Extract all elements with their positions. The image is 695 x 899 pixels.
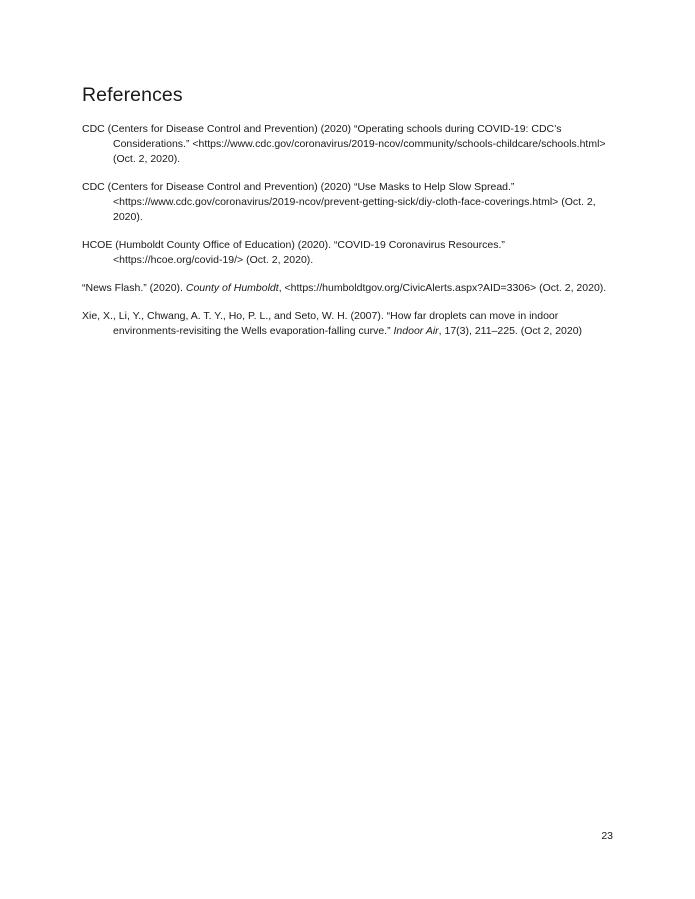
- reference-item: [82, 180, 614, 225]
- reference-text-post: , <https://humboldtgov.org/CivicAlerts.aspx?AID=3306> (Oct. 2, 2020).: [278, 282, 607, 294]
- reference-item: [82, 281, 614, 296]
- reference-text: CDC (Centers for Disease Control and Prevention) (2020) “Operating schools during COVID-19: CDC’s Considerations.” <https://www.cdc.gov/coronavirus/2019-ncov/community/schools-childcare/schools.html> (Oct. 2, 2020).: [82, 123, 606, 165]
- reference-journal-title: Indoor Air: [393, 325, 439, 337]
- reference-source-title: County of Humboldt: [185, 282, 279, 294]
- reference-text: CDC (Centers for Disease Control and Prevention) (2020) “Use Masks to Help Slow Spread.” <https://www.cdc.gov/coronavirus/2019-ncov/prevent-getting-sick/diy-cloth-face-coverings.html> (Oct. 2, 2020).: [82, 181, 596, 223]
- reference-text-post: , 17(3), 211–225. (Oct 2, 2020): [438, 325, 583, 337]
- reference-text-pre: Xie, X., Li, Y., Chwang, A. T. Y., Ho, P. L., and Seto, W. H. (2007). “How far droplets can move in indoor environments-revisiting the Wells evaporation-falling curve.”: [82, 310, 559, 337]
- reference-text: HCOE (Humboldt County Office of Education) (2020). “COVID-19 Coronavirus Resources.” <https://hcoe.org/covid-19/> (Oct. 2, 2020).: [82, 239, 505, 266]
- reference-text-pre: “News Flash.” (2020).: [82, 282, 186, 294]
- reference-item: [82, 309, 614, 339]
- page-heading: References: [82, 84, 183, 106]
- reference-list: [82, 122, 614, 352]
- reference-item: [82, 122, 614, 167]
- page-number: 23: [601, 830, 613, 842]
- reference-item: [82, 238, 614, 268]
